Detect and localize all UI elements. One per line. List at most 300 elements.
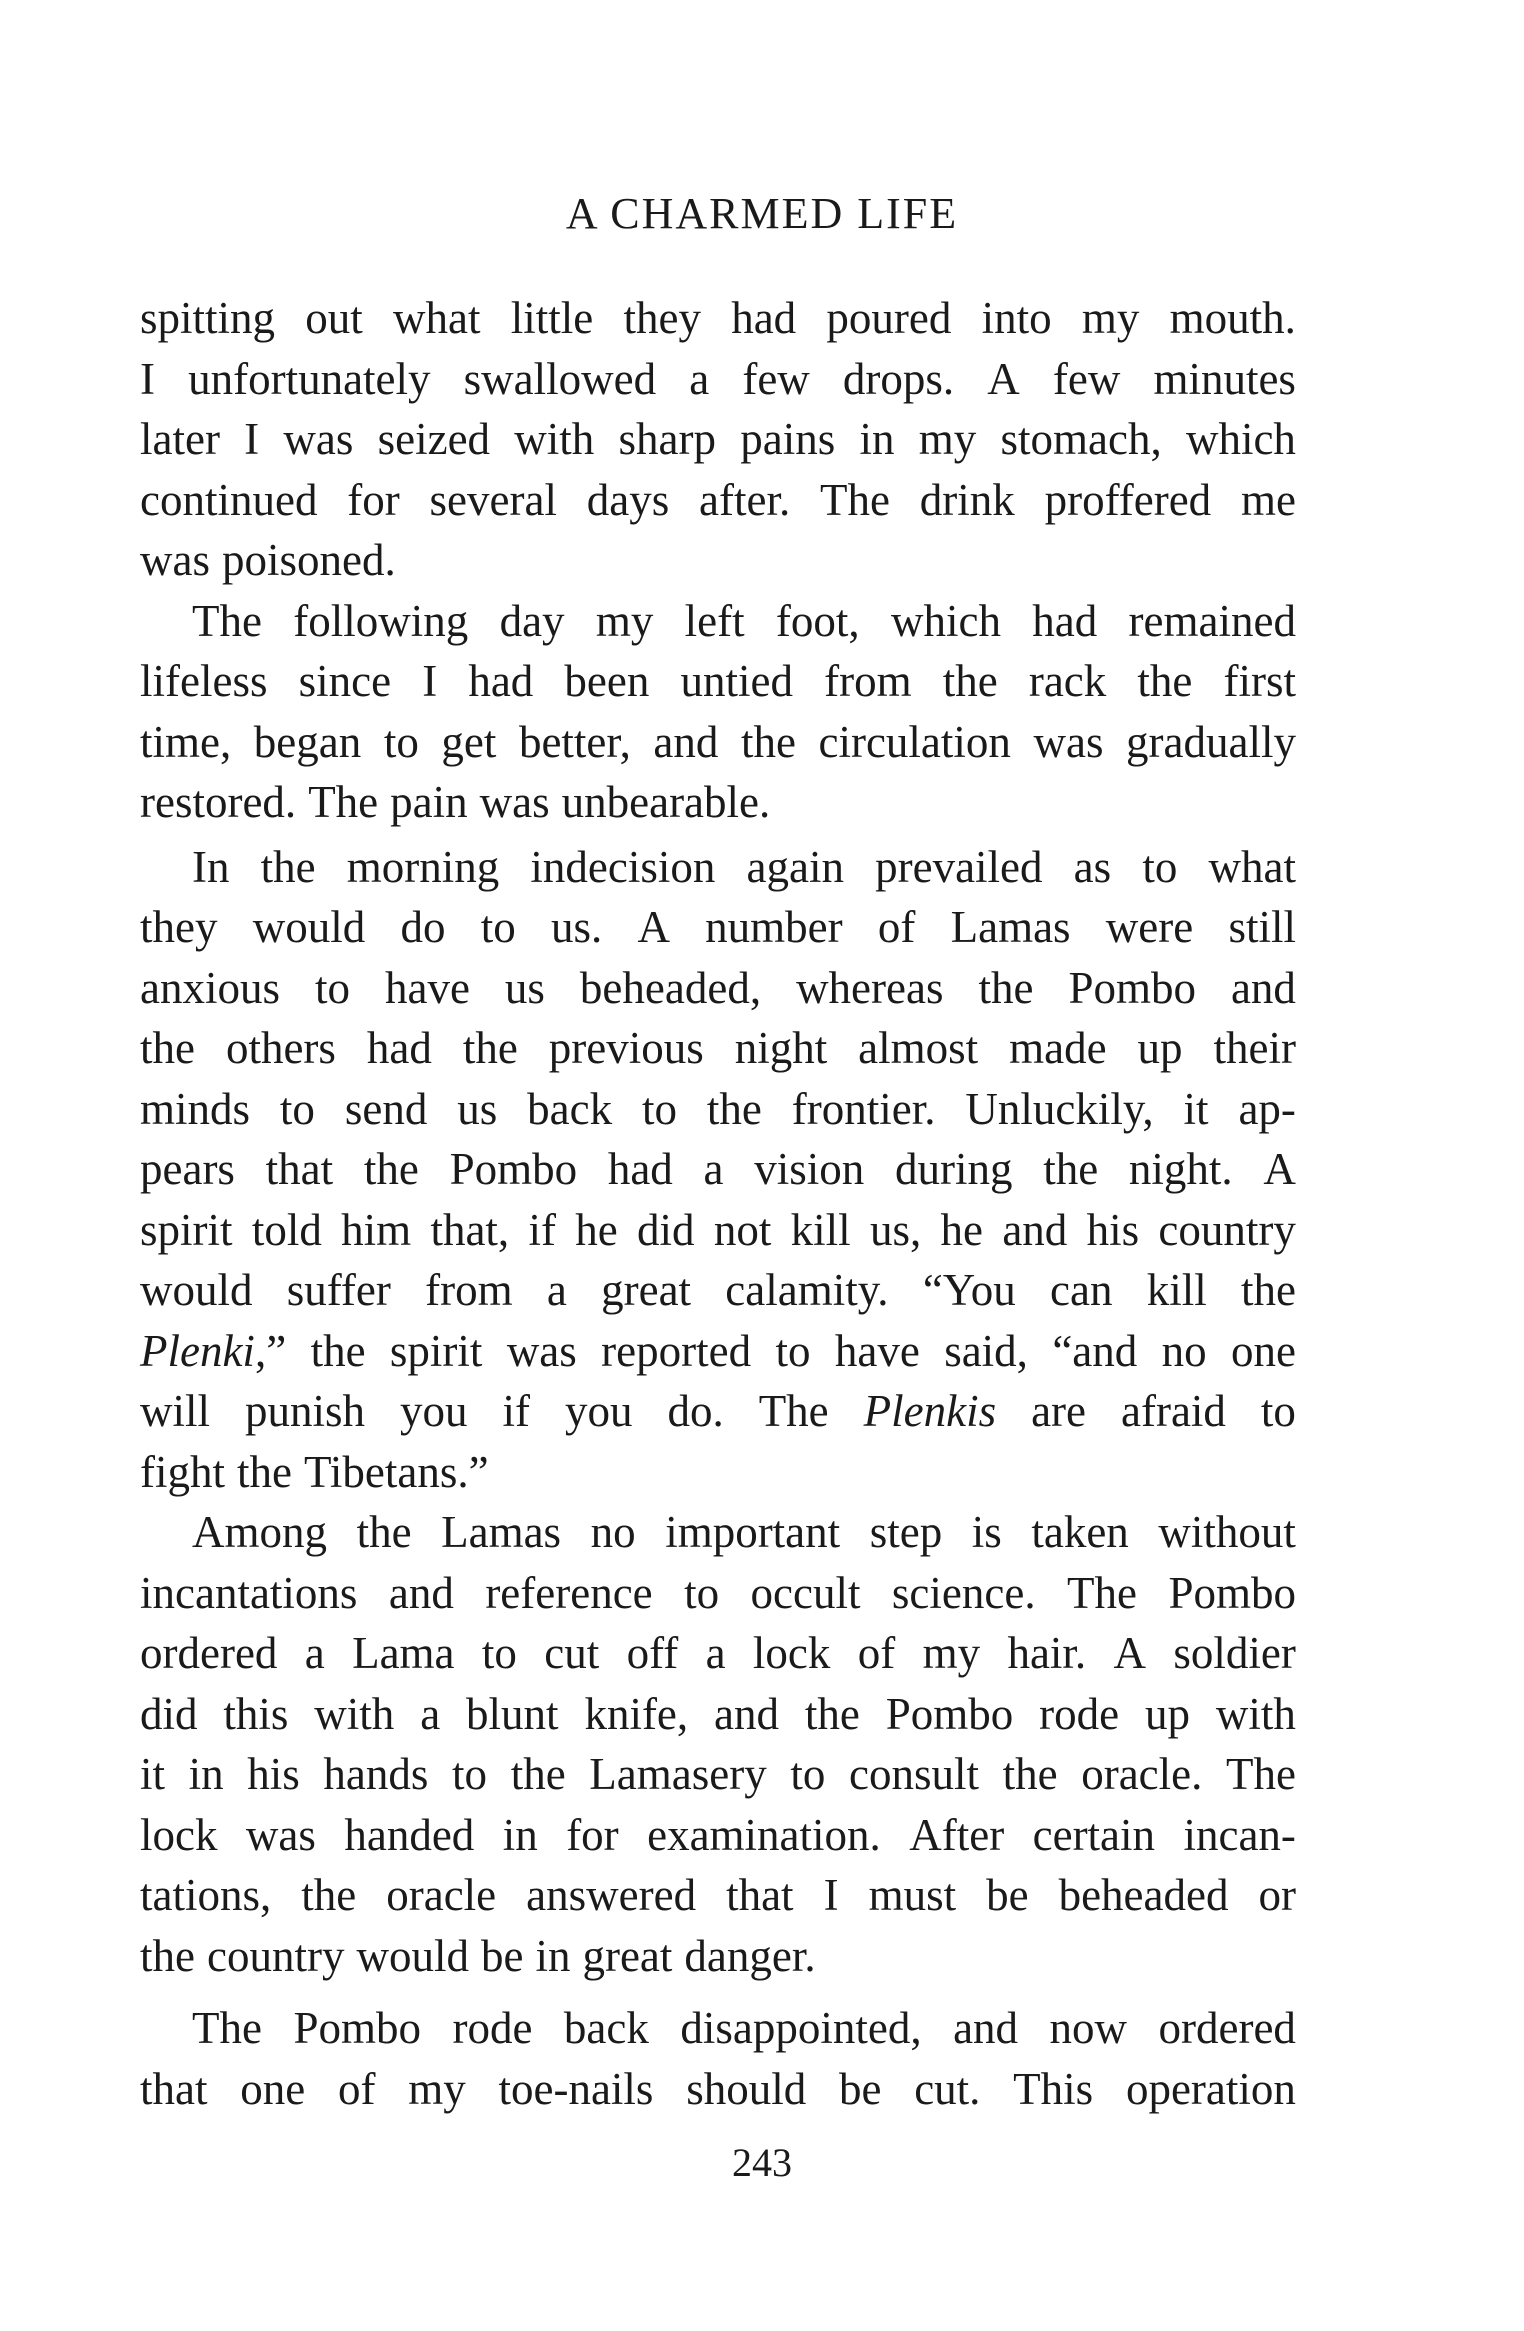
word: I (422, 656, 438, 706)
paragraph (140, 837, 1296, 1503)
word: from (824, 656, 912, 706)
word: this (223, 1688, 289, 1739)
text-line (140, 958, 1296, 1019)
text-line (140, 1684, 1296, 1745)
word: fight (140, 1446, 225, 1497)
word: night. (1128, 1144, 1233, 1194)
word: after. (699, 474, 791, 525)
word: Lamas (441, 1507, 562, 1557)
word: and (953, 2003, 1019, 2053)
word: minutes (1153, 353, 1296, 404)
word: beheaded (1058, 1870, 1229, 1920)
word: now (1049, 2003, 1128, 2053)
word: frontier. (791, 1083, 936, 1134)
word: minds (140, 1083, 251, 1134)
text-line (140, 1744, 1296, 1805)
word: ordered (1158, 2003, 1296, 2053)
word: me (1240, 474, 1296, 525)
word: continued (140, 474, 318, 525)
word: it (1183, 1083, 1209, 1134)
text-line (140, 651, 1296, 712)
word: tations, (140, 1870, 272, 1920)
word: incantations (140, 1567, 358, 1618)
word: answered (526, 1870, 697, 1920)
word: must (868, 1870, 957, 1920)
word: first (1223, 656, 1296, 706)
word: anxious (140, 962, 280, 1013)
word: Plenki,” (140, 1325, 287, 1376)
word: unbearable. (561, 777, 771, 827)
word: of (337, 2063, 376, 2114)
text-line (140, 712, 1296, 773)
word: my (595, 595, 654, 646)
word: The (820, 474, 890, 525)
word: Unluckily, (965, 1083, 1154, 1134)
word: a (703, 1144, 724, 1194)
word: night (734, 1023, 828, 1073)
word (864, 1381, 996, 1442)
text-line (140, 1139, 1296, 1200)
word: a (420, 1688, 441, 1739)
word: the (1241, 1265, 1296, 1315)
word: send (344, 1083, 428, 1134)
word: of (857, 1628, 896, 1678)
text-line (140, 1200, 1296, 1261)
word: others (225, 1023, 336, 1073)
word: the (310, 1325, 366, 1376)
word: told (251, 1204, 322, 1255)
word: blunt (466, 1688, 559, 1739)
word: which (1185, 414, 1296, 464)
word: Pombo (1168, 1567, 1296, 1618)
word: if (528, 1204, 556, 1255)
word: a (689, 353, 710, 404)
word: his (1086, 1204, 1140, 1255)
text-line (140, 2059, 1296, 2120)
word: lifeless (140, 656, 268, 706)
word: number (705, 902, 843, 952)
word: you (564, 1386, 633, 1436)
word: to (775, 1325, 811, 1376)
word: the (942, 656, 998, 706)
word: would (140, 1265, 253, 1315)
word: seized (377, 414, 491, 464)
word: began (253, 716, 362, 767)
word: in (535, 1930, 571, 1981)
word: A (987, 353, 1020, 404)
word: A (1263, 1144, 1296, 1194)
word: danger. (684, 1930, 816, 1981)
word: pains (740, 414, 836, 464)
word: can (1050, 1265, 1113, 1315)
word: incan- (1183, 1809, 1296, 1860)
word: would (356, 1930, 469, 1981)
text-line (140, 1381, 1296, 1442)
word: as (1073, 841, 1112, 892)
word: off (626, 1628, 679, 1678)
word: Lamasery (589, 1749, 767, 1799)
text-line (140, 530, 1296, 591)
word: was (479, 777, 550, 827)
running-head: A CHARMED LIFE (565, 189, 959, 238)
word: few (1052, 353, 1121, 404)
word: would (252, 902, 366, 952)
text-line (140, 1260, 1296, 1321)
word: ordered (140, 1628, 278, 1678)
word: the (706, 1083, 762, 1134)
text-line (140, 1018, 1296, 1079)
word: they (623, 293, 701, 343)
word: do (400, 902, 446, 952)
word: pain (390, 777, 468, 827)
word: oracle (386, 1870, 497, 1920)
word: Pombo (449, 1144, 578, 1194)
word: A (637, 902, 670, 952)
word: with (1215, 1688, 1296, 1739)
word: remained (1128, 595, 1296, 646)
word: drops. (842, 353, 955, 404)
word: what (1208, 841, 1296, 892)
word: of (877, 902, 916, 952)
word: unfortunately (188, 353, 431, 404)
text-line (140, 1805, 1296, 1866)
word: was (140, 535, 210, 585)
word: the (462, 1023, 518, 1073)
word: hands (323, 1749, 429, 1799)
word: him (341, 1204, 412, 1255)
text-line (140, 1998, 1296, 2059)
word: the (140, 1930, 195, 1981)
text-line (140, 1563, 1296, 1624)
word: be (986, 1870, 1029, 1920)
word: In (192, 841, 230, 892)
word: This (1013, 2063, 1094, 2114)
word: certain (1032, 1809, 1156, 1860)
word: from (425, 1265, 513, 1315)
word: to (383, 716, 419, 767)
word: hair. (1007, 1628, 1087, 1678)
word: great (601, 1265, 692, 1315)
word: The (1067, 1567, 1137, 1618)
word: the (804, 1688, 860, 1739)
paragraph (140, 1502, 1296, 1986)
word: made (1009, 1023, 1107, 1073)
word: did (140, 1688, 198, 1739)
word: were (1105, 902, 1194, 952)
word: reference (485, 1567, 653, 1618)
text-line (140, 470, 1296, 531)
word: afraid (1121, 1386, 1226, 1436)
word: again (746, 841, 844, 892)
word: stomach, (1000, 414, 1162, 464)
text-line (140, 288, 1296, 349)
text-line (140, 1442, 1296, 1503)
word: get (441, 716, 497, 767)
word: without (1158, 1507, 1296, 1557)
word: rode (452, 2003, 533, 2053)
word: soldier (1173, 1628, 1296, 1678)
word: to (279, 1083, 315, 1134)
word: the (260, 841, 316, 892)
word: ap- (1238, 1083, 1296, 1134)
word: Pombo (1068, 962, 1196, 1013)
word: I (140, 353, 155, 404)
word: Lamas (950, 902, 1071, 952)
word: to (1260, 1386, 1296, 1436)
word: their (1213, 1023, 1296, 1073)
word: said, (944, 1325, 1028, 1376)
word: us, (869, 1204, 922, 1255)
word: back (527, 1083, 613, 1134)
word: been (564, 656, 650, 706)
word: his (247, 1749, 300, 1799)
word: lock (140, 1809, 218, 1860)
word: and (1230, 962, 1296, 1013)
word: he (940, 1204, 984, 1255)
word: to (684, 1567, 720, 1618)
word: had (1032, 595, 1098, 646)
word: great (582, 1930, 673, 1981)
word: the (510, 1749, 566, 1799)
word: to (790, 1749, 826, 1799)
word: consult (848, 1749, 979, 1799)
word: beheaded, (579, 962, 762, 1013)
word: Pombo (293, 2003, 421, 2053)
word: with (314, 1688, 395, 1739)
word: The (308, 777, 379, 827)
word: had (468, 656, 534, 706)
word: my (918, 414, 977, 464)
word: taken (1031, 1507, 1129, 1557)
word: the (1043, 1144, 1099, 1194)
word: did (637, 1204, 695, 1255)
text-line (140, 591, 1296, 652)
word: Tibetans.” (303, 1446, 489, 1497)
word: was (245, 1809, 316, 1860)
word: country (206, 1930, 345, 1981)
word: Among (192, 1507, 327, 1557)
word: no (1161, 1325, 1207, 1376)
word: had (607, 1144, 673, 1194)
word: us. (550, 902, 603, 952)
word: the (140, 1023, 195, 1073)
word: Lama (352, 1628, 455, 1678)
word: time, (140, 716, 232, 767)
word: I (244, 414, 260, 464)
word: to (641, 1083, 677, 1134)
text-line (140, 1079, 1296, 1140)
word: to (481, 1628, 517, 1678)
word: up (1145, 1688, 1190, 1739)
word: if (502, 1386, 530, 1436)
word: the (1137, 656, 1193, 706)
word: should (686, 2063, 807, 2114)
word: The (1226, 1749, 1296, 1799)
text-line (140, 1502, 1296, 1563)
word: rack (1028, 656, 1107, 706)
paragraph (140, 288, 1296, 591)
word: punish (245, 1386, 366, 1436)
word: be (838, 2063, 882, 2114)
word: circulation (818, 716, 1011, 767)
word: back (563, 2003, 649, 2053)
word: kill (1146, 1265, 1207, 1315)
word: disappointed, (680, 2003, 922, 2053)
word: the (363, 1144, 419, 1194)
italic-word: Plenkis (863, 1386, 997, 1436)
word: reported (601, 1325, 752, 1376)
word: The (192, 595, 262, 646)
word: that (726, 1870, 794, 1920)
word: to (314, 962, 350, 1013)
paragraph (140, 1998, 1296, 2119)
word: A (1113, 1628, 1147, 1678)
word: few (742, 353, 810, 404)
word: suffer (286, 1265, 391, 1315)
word: he (575, 1204, 618, 1255)
word: pears (140, 1144, 235, 1194)
word: they (140, 902, 218, 952)
word: examination. (647, 1809, 881, 1860)
italic-word: Plenki (140, 1325, 255, 1376)
word: the (1002, 1749, 1058, 1799)
word: drink (919, 474, 1015, 525)
text-line (140, 409, 1296, 470)
word: several (429, 474, 557, 525)
word: which (890, 595, 1001, 646)
word: later (140, 414, 220, 464)
word: vision (754, 1144, 865, 1194)
word: important (665, 1507, 841, 1557)
word: have (834, 1325, 920, 1376)
word: one (240, 2063, 306, 2114)
word: was (506, 1325, 577, 1376)
word: spirit (140, 1204, 233, 1255)
word: and (1002, 1204, 1068, 1255)
word: the (978, 962, 1034, 1013)
word: in (859, 414, 895, 464)
word: rode (1039, 1688, 1120, 1739)
word: foot, (775, 595, 860, 646)
word: swallowed (463, 353, 657, 404)
word: not (713, 1204, 772, 1255)
word: my (408, 2063, 466, 2114)
word: that (265, 1144, 334, 1194)
word: be (480, 1930, 524, 1981)
word: The (192, 2003, 262, 2053)
word: in (188, 1749, 224, 1799)
word: or (1258, 1870, 1296, 1920)
word: the (356, 1507, 412, 1557)
word: better, (518, 716, 631, 767)
text-line (140, 897, 1296, 958)
word: “You (922, 1265, 1016, 1315)
page-number: 243 (732, 2140, 792, 2185)
word: no (590, 1507, 636, 1557)
word: I (823, 1870, 839, 1920)
word: a (546, 1265, 567, 1315)
word: to (452, 1749, 488, 1799)
text-line (140, 772, 1296, 833)
word: sharp (618, 414, 717, 464)
body-text (140, 288, 1296, 2119)
word: operation (1125, 2063, 1296, 2114)
text-line (140, 349, 1296, 410)
word: almost (858, 1023, 979, 1073)
text-line (140, 837, 1296, 898)
word: up (1137, 1023, 1183, 1073)
word: had (366, 1023, 432, 1073)
word: poisoned. (221, 535, 396, 585)
word: is (971, 1507, 1002, 1557)
word: was (283, 414, 354, 464)
word: was (1033, 716, 1104, 767)
word: that, (430, 1204, 510, 1255)
word: for (566, 1809, 619, 1860)
word: for (347, 474, 400, 525)
word: country (1158, 1204, 1296, 1255)
word: prevailed (875, 841, 1043, 892)
word: you (400, 1386, 468, 1436)
word: us (457, 1083, 498, 1134)
word: us (504, 962, 545, 1013)
word: had (731, 293, 797, 343)
word: morning (346, 841, 500, 892)
word: will (140, 1386, 211, 1436)
word: still (1228, 902, 1296, 952)
text-line (140, 1865, 1296, 1926)
word: mouth. (1169, 293, 1296, 343)
word: occult (750, 1567, 861, 1618)
word: and (653, 716, 719, 767)
word: spitting (140, 293, 276, 343)
word: The (758, 1386, 829, 1436)
word: out (305, 293, 363, 343)
word: knife, (584, 1688, 689, 1739)
word: a (705, 1628, 726, 1678)
word: since (298, 656, 392, 706)
word: science. (891, 1567, 1036, 1618)
word: gradually (1126, 716, 1296, 767)
word: Pombo (885, 1688, 1014, 1739)
word: day (499, 595, 565, 646)
word: the (237, 1446, 292, 1497)
word: poured (826, 293, 952, 343)
word: calamity. (725, 1265, 889, 1315)
word: and (388, 1567, 454, 1618)
word: indecision (530, 841, 716, 892)
word: one (1231, 1325, 1296, 1376)
word: toe-nails (498, 2063, 654, 2114)
word: a (304, 1628, 325, 1678)
word: and (714, 1688, 780, 1739)
word: cut. (914, 2063, 981, 2114)
word: what (393, 293, 481, 343)
word: with (514, 414, 595, 464)
word: to (480, 902, 516, 952)
word: handed (344, 1809, 475, 1860)
word: are (1031, 1386, 1087, 1436)
word: whereas (796, 962, 944, 1013)
word: restored. (140, 777, 297, 827)
word: lock (752, 1628, 831, 1678)
word: have (384, 962, 470, 1013)
word: left (684, 595, 745, 646)
word: cut (544, 1628, 600, 1678)
word: into (981, 293, 1052, 343)
word: during (894, 1144, 1013, 1194)
word: step (869, 1507, 943, 1557)
